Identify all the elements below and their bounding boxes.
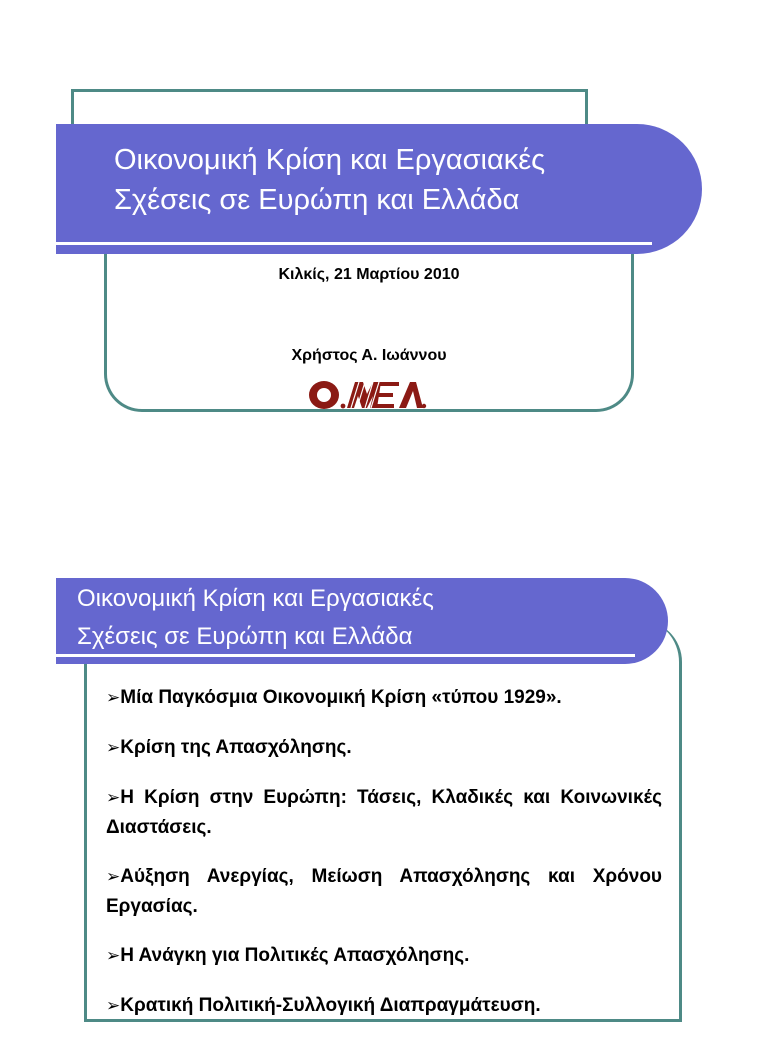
bullet-item: ➢Μία Παγκόσμια Οικονομική Κρίση «τύπου 1929». (106, 687, 562, 708)
slide1-title (114, 140, 674, 220)
slide2-title (77, 580, 657, 656)
arrow-bullet-icon: ➢ (106, 788, 121, 808)
bullet-item: ➢Κρίση της Απασχόλησης. (106, 737, 352, 758)
arrow-bullet-icon: ➢ (106, 688, 121, 708)
slide2-title-line1: Οικονομική Κρίση και Εργασιακές (77, 585, 434, 612)
arrow-bullet-icon: ➢ (106, 946, 121, 966)
slide2-title-line2: Σχέσεις σε Ευρώπη και Ελλάδα (77, 623, 413, 650)
slide1-frame-top (71, 89, 588, 129)
bullet-item: ➢Η Κρίση στην Ευρώπη: Τάσεις, Κλαδικές και Κοινωνικές Διαστάσεις. (106, 787, 662, 838)
omed-logo (307, 376, 427, 412)
bullet-list (106, 683, 662, 1041)
presentation-date: Κιλκίς, 21 Μαρτίου 2010 (278, 266, 460, 283)
bullet-item: ➢Αύξηση Ανεργίας, Μείωση Απασχόλησης και Χρόνου Εργασίας. (106, 866, 662, 917)
presentation-author: Χρήστος Α. Ιωάννου (291, 347, 447, 364)
bullet-item: ➢Η Ανάγκη για Πολιτικές Απασχόλησης. (106, 945, 470, 966)
slide1-title-underline (56, 242, 652, 245)
slide1-title-line1: Οικονομική Κρίση και Εργασιακές (114, 144, 546, 176)
slide1-title-line2: Σχέσεις σε Ευρώπη και Ελλάδα (114, 184, 520, 216)
arrow-bullet-icon: ➢ (106, 738, 121, 758)
bullet-item: ➢Κρατική Πολιτική-Συλλογική Διαπραγμάτευση. (106, 995, 541, 1016)
arrow-bullet-icon: ➢ (106, 867, 121, 887)
arrow-bullet-icon: ➢ (106, 996, 121, 1016)
